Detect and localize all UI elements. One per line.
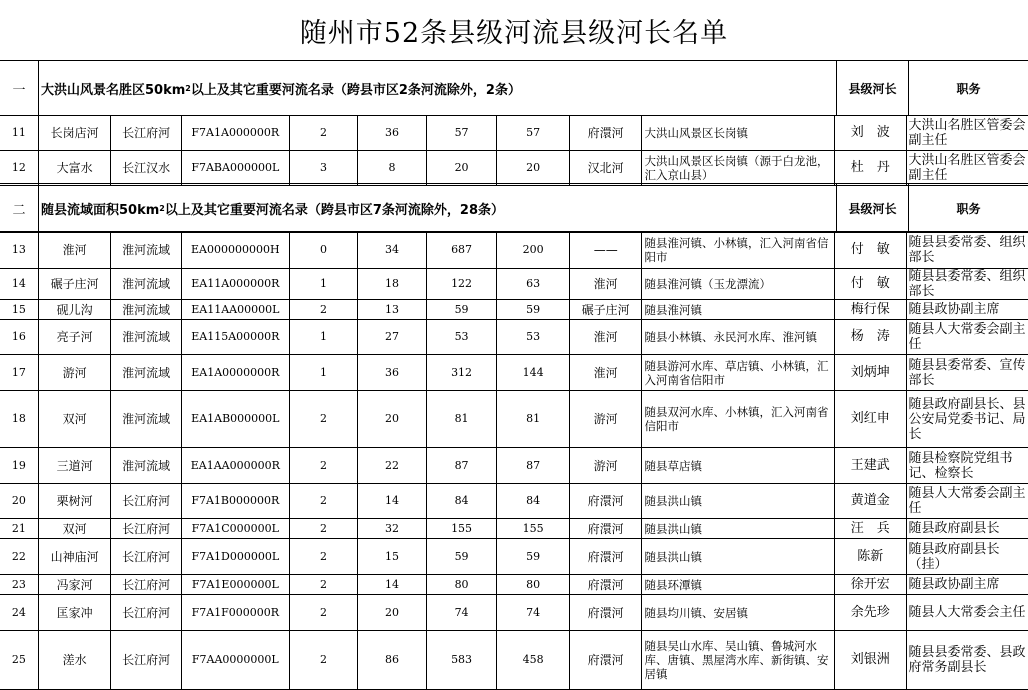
cell-place: 随县淮河镇（玉龙漂流） — [642, 269, 834, 300]
cell-no: 22 — [0, 539, 38, 575]
cell-duty: 随县县委常委、县政府常务副县长 — [906, 631, 1028, 690]
cell-area2: 87 — [497, 448, 570, 484]
cell-place: 随县均川镇、安居镇 — [642, 595, 834, 631]
cell-code: F7AA0000000L — [181, 631, 289, 690]
cell-place: 随县吴山水库、吴山镇、鲁城河水库、唐镇、黑屋湾水库、新街镇、安居镇 — [642, 631, 834, 690]
cell-level: 1 — [289, 355, 358, 391]
cell-river: 亮子河 — [38, 320, 111, 355]
cell-length: 18 — [358, 269, 427, 300]
cell-basin: 长江府河 — [111, 631, 182, 690]
river-table-2 — [0, 231, 1028, 690]
cell-place: 大洪山风景区长岗镇（源于白龙池，汇入京山县） — [642, 151, 834, 186]
cell-length: 15 — [358, 539, 427, 575]
cell-into: 府澴河 — [569, 631, 642, 690]
column-header-duty: 职务 — [956, 201, 981, 216]
cell-chief: 余先珍 — [834, 595, 906, 631]
cell-into: 游河 — [569, 391, 642, 448]
cell-place: 随县环潭镇 — [642, 575, 834, 595]
cell-area: 84 — [426, 484, 497, 519]
cell-river: 冯家河 — [38, 575, 111, 595]
table-row — [0, 116, 1028, 151]
cell-no: 24 — [0, 595, 38, 631]
cell-duty: 随县县委常委、组织部长 — [906, 269, 1028, 300]
cell-area: 87 — [426, 448, 497, 484]
cell-area2: 57 — [497, 116, 570, 151]
cell-area: 80 — [426, 575, 497, 595]
cell-basin: 淮河流域 — [111, 391, 182, 448]
cell-level: 1 — [289, 320, 358, 355]
cell-area: 59 — [426, 300, 497, 320]
cell-code: EA1A0000000R — [181, 355, 289, 391]
cell-area2: 200 — [497, 232, 570, 269]
cell-area: 155 — [426, 519, 497, 539]
cell-area: 20 — [426, 151, 497, 186]
section-header-2 — [0, 183, 1028, 233]
cell-basin: 长江府河 — [111, 539, 182, 575]
cell-river: 砚儿沟 — [38, 300, 111, 320]
cell-no: 15 — [0, 300, 38, 320]
table-row — [0, 448, 1028, 484]
cell-level: 3 — [289, 151, 358, 186]
cell-no: 18 — [0, 391, 38, 448]
cell-place: 随县游河水库、草店镇、小林镇，汇入河南省信阳市 — [642, 355, 834, 391]
cell-duty: 随县人大常委会副主任 — [906, 320, 1028, 355]
cell-place: 随县淮河镇 — [642, 300, 834, 320]
cell-code: F7A1F000000R — [181, 595, 289, 631]
cell-area2: 144 — [497, 355, 570, 391]
section-number: 二 — [0, 184, 39, 232]
cell-code: EA1AB000000L — [181, 391, 289, 448]
table-row — [0, 232, 1028, 269]
cell-basin: 长江府河 — [111, 519, 182, 539]
cell-chief: 杨 涛 — [834, 320, 906, 355]
cell-duty: 随县人大常委会副主任 — [906, 484, 1028, 519]
cell-length: 14 — [358, 575, 427, 595]
cell-area: 81 — [426, 391, 497, 448]
cell-place: 随县小林镇、永民河水库、淮河镇 — [642, 320, 834, 355]
cell-length: 86 — [358, 631, 427, 690]
cell-duty: 随县检察院党组书记、检察长 — [906, 448, 1028, 484]
cell-place: 随县洪山镇 — [642, 484, 834, 519]
cell-area: 583 — [426, 631, 497, 690]
cell-area2: 74 — [497, 595, 570, 631]
cell-code: EA11A000000R — [181, 269, 289, 300]
cell-river: 长岗店河 — [38, 116, 111, 151]
section-header-1 — [0, 61, 1028, 116]
cell-basin: 淮河流域 — [111, 232, 182, 269]
cell-river: 游河 — [38, 355, 111, 391]
cell-no: 12 — [0, 151, 38, 186]
cell-length: 34 — [358, 232, 427, 269]
cell-no: 19 — [0, 448, 38, 484]
cell-river: 双河 — [38, 519, 111, 539]
column-header-chief: 县级河长 — [837, 184, 909, 232]
cell-chief: 刘红申 — [834, 391, 906, 448]
cell-code: EA115A00000R — [181, 320, 289, 355]
cell-no: 17 — [0, 355, 38, 391]
cell-chief: 陈新 — [834, 539, 906, 575]
cell-level: 0 — [289, 232, 358, 269]
cell-into: 府澴河 — [569, 575, 642, 595]
cell-river: 山神庙河 — [38, 539, 111, 575]
cell-level: 1 — [289, 269, 358, 300]
table-row — [0, 575, 1028, 595]
cell-level: 2 — [289, 631, 358, 690]
cell-basin: 长江府河 — [111, 575, 182, 595]
cell-area2: 53 — [497, 320, 570, 355]
table-row — [0, 300, 1028, 320]
cell-duty: 随县政府副县长（挂） — [906, 539, 1028, 575]
cell-area: 57 — [426, 116, 497, 151]
cell-length: 13 — [358, 300, 427, 320]
cell-level: 2 — [289, 448, 358, 484]
cell-area: 312 — [426, 355, 497, 391]
cell-area: 59 — [426, 539, 497, 575]
cell-area: 74 — [426, 595, 497, 631]
cell-duty: 随县政协副主席 — [906, 575, 1028, 595]
cell-code: EA11AA00000L — [181, 300, 289, 320]
cell-chief: 刘银洲 — [834, 631, 906, 690]
cell-chief: 徐开宏 — [834, 575, 906, 595]
cell-into: 府澴河 — [569, 595, 642, 631]
column-header-chief: 县级河长 — [837, 61, 909, 115]
cell-chief: 刘炳坤 — [834, 355, 906, 391]
cell-length: 27 — [358, 320, 427, 355]
cell-level: 2 — [289, 300, 358, 320]
cell-length: 36 — [358, 355, 427, 391]
cell-level: 2 — [289, 484, 358, 519]
cell-chief: 付 敏 — [834, 269, 906, 300]
river-table-1 — [0, 115, 1028, 186]
cell-code: F7A1E000000L — [181, 575, 289, 595]
cell-area2: 81 — [497, 391, 570, 448]
column-header-duty: 职务 — [956, 81, 981, 96]
cell-code: F7A1B000000R — [181, 484, 289, 519]
cell-code: EA1AA000000R — [181, 448, 289, 484]
cell-into: 淮河 — [569, 269, 642, 300]
cell-duty: 随县政府副县长、县公安局党委书记、局长 — [906, 391, 1028, 448]
table-row — [0, 320, 1028, 355]
cell-chief: 刘 波 — [834, 116, 906, 151]
page-title: 随州市52条县级河流县级河长名单 — [0, 0, 1028, 61]
cell-place: 随县洪山镇 — [642, 519, 834, 539]
cell-duty: 随县政协副主席 — [906, 300, 1028, 320]
cell-no: 25 — [0, 631, 38, 690]
cell-area: 687 — [426, 232, 497, 269]
cell-river: 碾子庄河 — [38, 269, 111, 300]
cell-basin: 长江府河 — [111, 116, 182, 151]
cell-place: 随县淮河镇、小林镇，汇入河南省信阳市 — [642, 232, 834, 269]
cell-code: F7A1A000000R — [181, 116, 289, 151]
cell-area2: 80 — [497, 575, 570, 595]
cell-duty: 随县县委常委、组织部长 — [906, 232, 1028, 269]
cell-level: 2 — [289, 519, 358, 539]
table-row — [0, 151, 1028, 186]
cell-code: F7A1C000000L — [181, 519, 289, 539]
cell-code: F7ABA000000L — [181, 151, 289, 186]
cell-basin: 长江府河 — [111, 484, 182, 519]
cell-no: 20 — [0, 484, 38, 519]
cell-duty: 随县人大常委会主任 — [906, 595, 1028, 631]
cell-duty: 随县政府副县长 — [906, 519, 1028, 539]
cell-no: 21 — [0, 519, 38, 539]
cell-no: 23 — [0, 575, 38, 595]
cell-place: 大洪山风景区长岗镇 — [642, 116, 834, 151]
cell-basin: 淮河流域 — [111, 355, 182, 391]
cell-no: 14 — [0, 269, 38, 300]
cell-duty: 大洪山名胜区管委会副主任 — [906, 151, 1028, 186]
cell-river: 三道河 — [38, 448, 111, 484]
cell-place: 随县双河水库、小林镇，汇入河南省信阳市 — [642, 391, 834, 448]
table-row — [0, 269, 1028, 300]
cell-place: 随县洪山镇 — [642, 539, 834, 575]
cell-area2: 84 — [497, 484, 570, 519]
cell-chief: 汪 兵 — [834, 519, 906, 539]
cell-length: 20 — [358, 595, 427, 631]
cell-into: 淮河 — [569, 355, 642, 391]
cell-area2: 155 — [497, 519, 570, 539]
table-row — [0, 631, 1028, 690]
cell-duty: 随县县委常委、宣传部长 — [906, 355, 1028, 391]
cell-basin: 长江汉水 — [111, 151, 182, 186]
cell-into: 游河 — [569, 448, 642, 484]
cell-into: 淮河 — [569, 320, 642, 355]
cell-length: 8 — [358, 151, 427, 186]
cell-chief: 梅行保 — [834, 300, 906, 320]
table-row — [0, 539, 1028, 575]
cell-river: 大富水 — [38, 151, 111, 186]
cell-into: 碾子庄河 — [569, 300, 642, 320]
cell-chief: 黄道金 — [834, 484, 906, 519]
cell-no: 13 — [0, 232, 38, 269]
table-row — [0, 519, 1028, 539]
cell-duty: 大洪山名胜区管委会副主任 — [906, 116, 1028, 151]
cell-level: 2 — [289, 575, 358, 595]
cell-river: 淮河 — [38, 232, 111, 269]
cell-chief: 付 敏 — [834, 232, 906, 269]
cell-basin: 淮河流域 — [111, 320, 182, 355]
cell-area2: 20 — [497, 151, 570, 186]
table-row — [0, 355, 1028, 391]
cell-length: 20 — [358, 391, 427, 448]
cell-area2: 458 — [497, 631, 570, 690]
cell-area2: 63 — [497, 269, 570, 300]
cell-into: 府澴河 — [569, 539, 642, 575]
cell-no: 16 — [0, 320, 38, 355]
cell-into: —— — [569, 232, 642, 269]
cell-into: 府澴河 — [569, 116, 642, 151]
cell-basin: 淮河流域 — [111, 269, 182, 300]
table-row — [0, 484, 1028, 519]
cell-no: 11 — [0, 116, 38, 151]
cell-into: 府澴河 — [569, 484, 642, 519]
cell-level: 2 — [289, 391, 358, 448]
cell-river: 溠水 — [38, 631, 111, 690]
table-row — [0, 595, 1028, 631]
cell-code: F7A1D000000L — [181, 539, 289, 575]
cell-length: 22 — [358, 448, 427, 484]
table-row — [0, 391, 1028, 448]
cell-code: EA000000000H — [181, 232, 289, 269]
section-label: 随县流域面积50km 2 以上及其它重要河流名录（跨县市区7条河流除外，28条） — [41, 184, 837, 232]
cell-chief: 杜 丹 — [834, 151, 906, 186]
cell-area2: 59 — [497, 539, 570, 575]
cell-area2: 59 — [497, 300, 570, 320]
cell-river: 匡家冲 — [38, 595, 111, 631]
cell-area: 122 — [426, 269, 497, 300]
cell-length: 36 — [358, 116, 427, 151]
cell-into: 汉北河 — [569, 151, 642, 186]
cell-area: 53 — [426, 320, 497, 355]
cell-into: 府澴河 — [569, 519, 642, 539]
cell-basin: 淮河流域 — [111, 300, 182, 320]
cell-level: 2 — [289, 595, 358, 631]
cell-basin: 淮河流域 — [111, 448, 182, 484]
cell-length: 14 — [358, 484, 427, 519]
section-label: 大洪山风景名胜区50km 2 以上及其它重要河流名录（跨县市区2条河流除外，2条） — [41, 61, 837, 115]
section-number: 一 — [0, 61, 39, 115]
cell-length: 32 — [358, 519, 427, 539]
cell-basin: 长江府河 — [111, 595, 182, 631]
cell-river: 双河 — [38, 391, 111, 448]
cell-chief: 王建武 — [834, 448, 906, 484]
cell-river: 栗树河 — [38, 484, 111, 519]
cell-level: 2 — [289, 116, 358, 151]
cell-level: 2 — [289, 539, 358, 575]
cell-place: 随县草店镇 — [642, 448, 834, 484]
